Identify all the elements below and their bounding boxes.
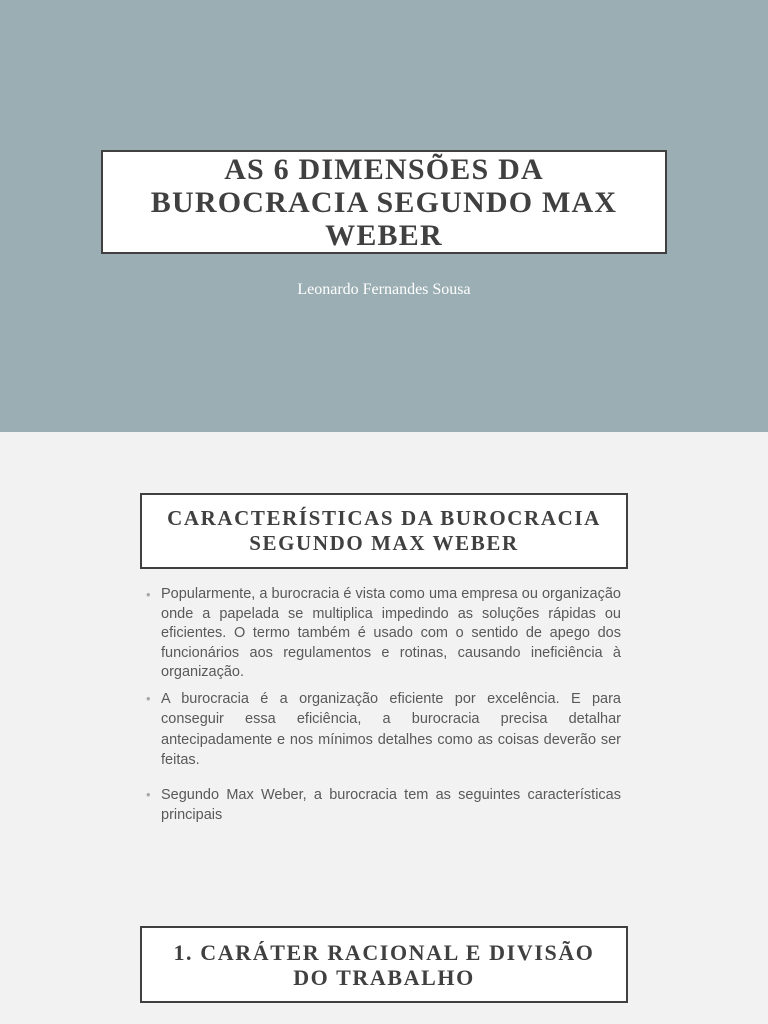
presentation-title: AS 6 DIMENSÕES DA BUROCRACIA SEGUNDO MAX WEBER <box>150 152 618 252</box>
bullet-item <box>146 785 621 825</box>
bullet-item <box>146 585 621 683</box>
bullet-dot-icon: • <box>146 690 151 706</box>
title-box <box>101 150 667 254</box>
bullet-item <box>146 689 621 771</box>
section-title-box <box>140 926 628 1003</box>
section-slide <box>0 887 768 1024</box>
characteristics-slide <box>0 432 768 887</box>
bullet-list <box>146 585 621 825</box>
bullet-dot-icon: • <box>146 587 151 602</box>
section-title: 1. CARÁTER RACIONAL E DIVISÃO DO TRABALHO <box>173 939 595 990</box>
bullet-text: Popularmente, a burocracia é vista como uma empresa ou organização onde a papelada se multiplica impedindo as soluções rápidas ou eficientes. O termo também é usado com o sentido de apego dos funcionários aos regulamentos e rotinas, causando ineficiência à organização. <box>161 586 621 680</box>
author-name: Leonardo Fernandes Sousa <box>297 281 471 298</box>
bullet-text: Segundo Max Weber, a burocracia tem as seguintes características principais <box>161 786 621 823</box>
slide-title-box <box>140 493 628 569</box>
bullet-text: A burocracia é a organização eficiente por excelência. E para conseguir essa eficiência, a burocracia precisa detalhar antecipadamente e nos mínimos detalhes como as coisas deverão ser feitas. <box>161 690 621 768</box>
title-slide <box>0 0 768 432</box>
slide-title: CARACTERÍSTICAS DA BUROCRACIA SEGUNDO MAX WEBER <box>167 506 601 555</box>
bullet-dot-icon: • <box>146 786 151 802</box>
